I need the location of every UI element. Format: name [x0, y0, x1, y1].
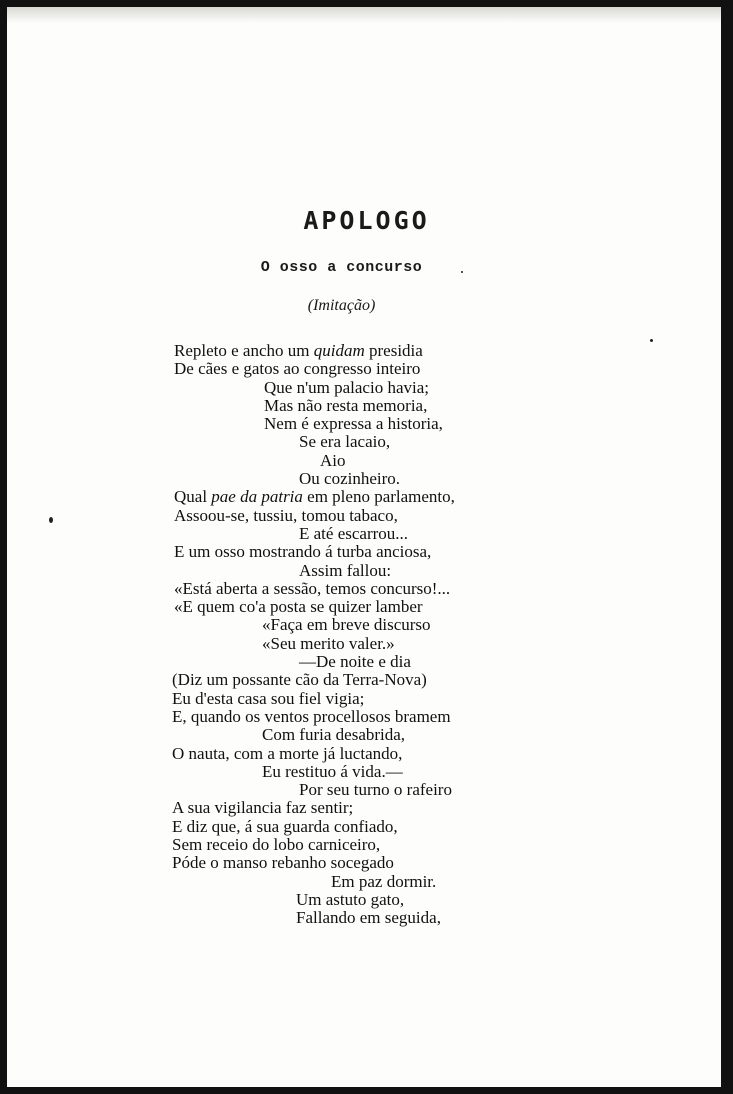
- page-subtitle: O osso a concurso: [260, 259, 423, 276]
- poem-line: —De noite e dia: [299, 652, 411, 672]
- poem-line: Por seu turno o rafeiro: [299, 780, 452, 800]
- poem-line: Aio: [320, 450, 346, 470]
- poem-line: «Está aberta a sessão, temos concurso!...: [174, 578, 451, 598]
- poem-line: Assim fallou:: [299, 560, 392, 580]
- poem-line: Eu d'esta casa sou fiel vigia;: [172, 688, 365, 708]
- page-title: APOLOGO: [303, 206, 430, 235]
- poem-line: Se era lacaio,: [299, 432, 391, 452]
- poem-line: Nem é expressa a historia,: [264, 414, 443, 434]
- poem-line: Eu restituo á vida.—: [262, 761, 403, 781]
- poem-line: De cães e gatos ao congresso inteiro: [174, 359, 421, 379]
- poem-line: Mas não resta memoria,: [264, 395, 428, 415]
- poem-line: E até escarrou...: [299, 523, 409, 543]
- poem-line: Fallando em seguida,: [296, 908, 441, 928]
- poem-line: (Diz um possante cão da Terra-Nova): [172, 670, 427, 690]
- poem-line: «Seu merito valer.»: [262, 633, 395, 653]
- poem-line: Sem receio do lobo carniceiro,: [172, 835, 381, 855]
- poem-line: Um astuto gato,: [296, 889, 405, 909]
- poem-line: «Faça em breve discurso: [262, 615, 431, 635]
- poem-line: Ou cozinheiro.: [299, 469, 401, 489]
- poem-line: Póde o manso rebanho socegado: [172, 853, 394, 873]
- poem-line: Que n'um palacio havia;: [264, 377, 429, 397]
- scan-shadow: [7, 7, 721, 23]
- poem-line: Com furia desabrida,: [262, 725, 406, 745]
- poem-line: Em paz dormir.: [331, 871, 437, 891]
- poem-line: Qual pae da patria em pleno parlamento,: [174, 487, 455, 507]
- poem-line: Assoou-se, tussiu, tomou tabaco,: [174, 505, 398, 525]
- poem-line: E, quando os ventos procellosos bramem: [172, 706, 451, 726]
- poem-line: «E quem co'a posta se quizer lamber: [174, 597, 423, 617]
- poem-line: O nauta, com a morte já luctando,: [172, 743, 403, 763]
- poem-line: E um osso mostrando á turba anciosa,: [174, 542, 432, 562]
- poem-body: [0, 342, 733, 928]
- poem-line: A sua vigilancia faz sentir;: [172, 798, 354, 818]
- imitation-note: (Imitação): [307, 297, 376, 314]
- poem-line: Repleto e ancho um quidam presidia: [174, 341, 423, 360]
- poem-line: E diz que, á sua guarda confiado,: [172, 816, 398, 836]
